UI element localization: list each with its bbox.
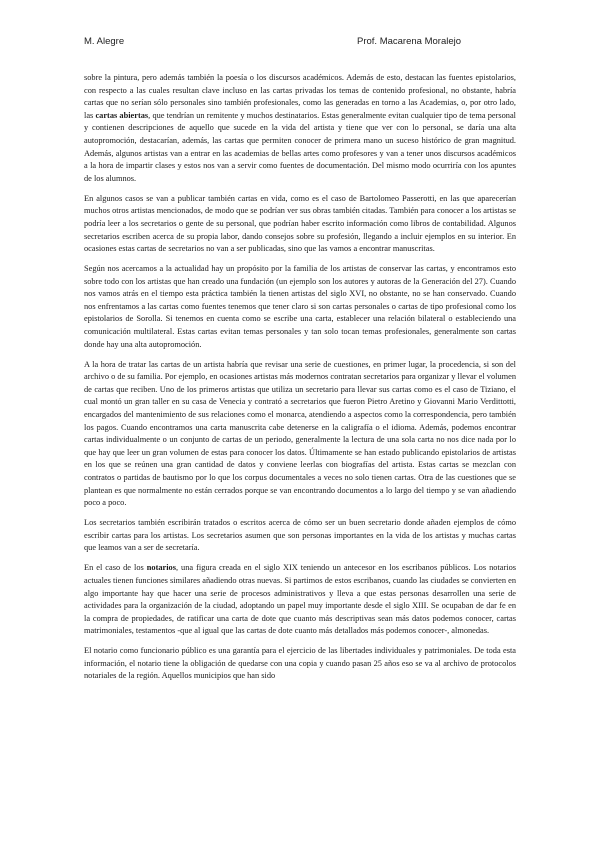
paragraph-6	[84, 562, 516, 638]
paragraph-text: A la hora de tratar las cartas de un artista habría que revisar una serie de cuestiones, en primer lugar, la procedencia, si son del archivo o de su familia. Por ejemplo, en ocasiones artistas más modernos contratan secretarios para organizar y llevar el volumen de cartas que reciben. Uno de los primeros artistas que utiliza un secretario para llevar sus cartas como es el caso de Tiziano, el cual montó un gran taller en su casa de Venecia y contrató a secretarios que fueron Pietro Aretino y Giovanni Mario Verdittotti, encargados del mantenimiento de sus relaciones como el monarca, atendiendo a aspectos como la correspondencia, pero también los pagos. Cuando encontramos una carta manuscrita cabe detenerse en la caligrafía o el idioma. Además, podemos encontrar cartas individualmente o un conjunto de cartas de un periodo, generalmente la lectura de una sola carta no nos dice nada por lo que hay que leer un gran volumen de estas para conocer los datos. Últimamente se han estado publicando epistolarios de artistas en los que se reúnen una gran cantidad de datos y conviene leerlas con biografías del artista. Estas cartas se mezclan con contratos o partidas de bautismo por lo que los corpus documentales a veces no solo tienen cartas. Otra de las cuestiones que se plantean es que normalmente no están cerrados porque se van encontrando documentos a lo largo del tiempo y se van añadiendo poco a poco.	[84, 359, 516, 508]
paragraph-text: , que tendrían un remitente y muchos destinatarios. Estas generalmente evitan cualquier tipo de tema personal y contienen descripciones de aquello que sucede en la vida del artista y tiene que ver con lo personal, se daría una alta autopromoción, destacarían, además, las cartas que permiten conocer de primera mano un suceso histórico de gran magnitud. Además, algunos artistas van a entrar en las academias de bellas artes como profesores y van a tener unos discursos académicos a la hora de impartir clases y estos nos van a servir como fuentes de documentación. Del mismo modo ocurriría con los apuntes de los alumnos.	[84, 110, 516, 183]
paragraph-text: , una figura creada en el siglo XIX teniendo un antecesor en los escribanos públicos. Los notarios actuales tienen funciones similares añadiendo otras nuevas. Si partimos de estos escribanos, cuando las ciudades se convierten en algo importante hay que hacer una serie de procesos administrativos y lleva a que estas personas desarrollen una serie de actividades para la organización de la ciudad, adoptando un papel muy importante desde el siglo XIII. Se ocupaban de dar fe en la compra de propiedades, de ratificar una carta de dote que cuanto más descriptivas sean más datos podemos conocer, cartas matrimoniales, testamentos -que al igual que las cartas de dote cuanto más detallados más podemos conocer-, almonedas.	[84, 563, 516, 636]
bold-term-notarios: notarios	[146, 563, 176, 573]
paragraph-3	[84, 263, 516, 351]
paragraph-text: El notario como funcionario público es una garantía para el ejercicio de las libertades individuales y patrimoniales. De toda esta información, el notario tiene la obligación de quedarse con una copia y cuando pasan 25 años eso se va al archivo de protocolos notariales de la región. Aquellos municipios que han sido	[84, 646, 516, 681]
author-name: M. Alegre	[84, 36, 125, 47]
professor-name: Prof. Macarena Moralejo	[357, 36, 462, 47]
paragraph-text: En el caso de los	[84, 563, 147, 573]
paragraph-text: Según nos acercamos a la actualidad hay un propósito por la familia de los artistas de conservar las cartas, y encontramos esto sobre todo con los artistas que han creado una fundación (un ejemplo son los autores y autoras de la Generación del 27). Cuando nos vamos atrás en el tiempo esta práctica también la tienen artistas del siglo XVI, no obstante, no se han conservado. Cuando nos enfrentamos a las cartas como fuentes tenemos que tener claro si son cartas personales o cartas de tipo profesional como los epistolarios de Sorolla. Si tenemos en cuenta como se escribe una carta, establecer una relación bilateral o estableciendo una comunicación multilateral. Estas cartas evitan temas personales y tan solo tocan temas profesionales, generalmente son cartas donde hay una alta autopromoción.	[84, 264, 516, 349]
paragraph-text: sobre la pintura, pero además también la poesía o los discursos académicos. Además de esto, destacan las fuentes epistolarios, con respecto a las cuales resultan clave incluso en las cartas privadas los temas de contenido profesional, no obstante, habría cartas que no serían sólo personales sino también profesionales, como las generadas en torno a las Academias, o, por otro lado, las	[84, 73, 516, 120]
bold-term-cartas-abiertas: cartas abiertas	[95, 110, 149, 120]
paragraph-2	[84, 193, 516, 256]
page-header	[84, 36, 516, 50]
paragraph-text: Los secretarios también escribirán tratados o escritos acerca de cómo ser un buen secretario donde añaden ejemplos de cómo escribir cartas para los artistas. Los secretarios asumen que son personas importantes en la vida de los artistas y muchas cartas que leamos van a ser de secretaría.	[84, 518, 516, 553]
paragraph-7	[84, 645, 516, 683]
document-body	[84, 72, 516, 690]
paragraph-1	[84, 72, 516, 185]
paragraph-5	[84, 517, 516, 555]
paragraph-4	[84, 359, 516, 510]
paragraph-text: En algunos casos se van a publicar también cartas en vida, como es el caso de Bartolomeo Passerotti, en las que aparecerían muchos otros artistas mencionados, de modo que se podrían ver sus obras también citadas. También para conocer a los artistas se podría leer a los secretarios o gente de su personal, que podrían haber escrito información como libros de contabilidad. Algunos secretarios escriben acerca de su propia labor, dando consejos sobre su profesión, llegando a incluir ejemplos en su interior. En ocasiones estas cartas de secretarios no van a ser publicadas, sino que las vamos a encontrar manuscritas.	[84, 193, 516, 254]
